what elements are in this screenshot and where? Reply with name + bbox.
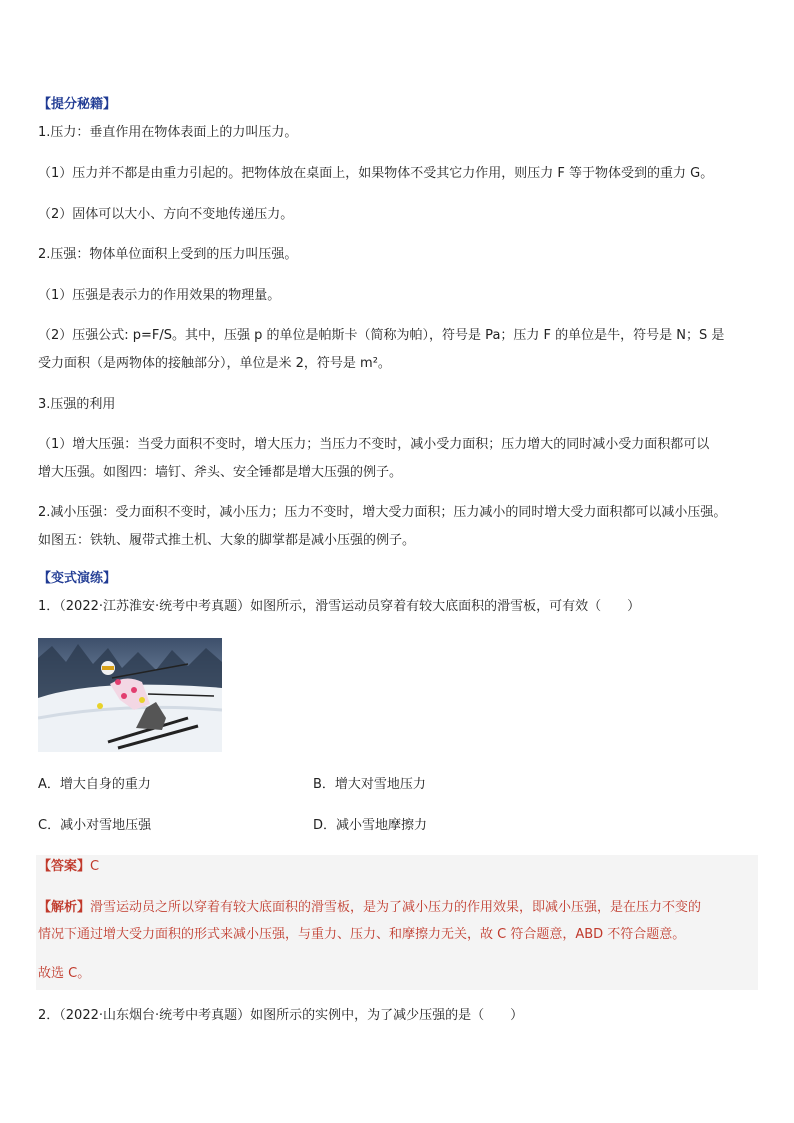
increase-pressure-line-2: 增大压强。如图四：墙钉、斧头、安全锤都是增大压强的例子。 — [38, 465, 403, 480]
analysis-line-2: 情况下通过增大受力面积的形式来减小压强，与重力、压力、和摩擦力无关，故 C 符合题意，ABD 不符合题意。 — [38, 927, 686, 942]
conclusion: 故选 C。 — [38, 966, 91, 981]
answer-line — [38, 858, 99, 876]
option-d: D．减小雪地摩擦力 — [313, 818, 428, 833]
option-c: C．减小对雪地压强 — [38, 818, 152, 833]
question-2: 2．（2022·山东烟台·统考中考真题）如图所示的实例中，为了减少压强的是（ ） — [38, 1008, 524, 1023]
increase-pressure-line-1: （1）增大压强：当受力面积不变时，增大压力；当压力不变时，减小受力面积；压力增大的同时减小受力面积都可以 — [38, 437, 710, 452]
formula-line-2: 受力面积（是两物体的接触部分），单位是米 2，符号是 m²。 — [38, 356, 391, 371]
pressure-definition: 1.压力：垂直作用在物体表面上的力叫压力。 — [38, 125, 298, 140]
decrease-pressure-line-1: 2.减小压强：受力面积不变时，减小压力；压力不变时，增大受力面积；压力减小的同时增大受力面积都可以减小压强。 — [38, 505, 727, 520]
analysis-line-1 — [38, 899, 701, 917]
skier-photo — [38, 638, 222, 752]
option-a: A．增大自身的重力 — [38, 777, 151, 792]
analysis-text-1: 滑雪运动员之所以穿着有较大底面积的滑雪板，是为了减小压力的作用效果，即减小压强，是在压力不变的 — [90, 900, 702, 915]
tips-header: 【提分秘籍】 — [38, 97, 117, 112]
pressure-intensity-note-1: （1）压强是表示力的作用效果的物理量。 — [38, 288, 281, 303]
answer-box — [36, 855, 758, 990]
option-b: B．增大对雪地压力 — [313, 777, 426, 792]
answer-value: C — [90, 859, 100, 874]
pressure-intensity-definition: 2.压强：物体单位面积上受到的压力叫压强。 — [38, 247, 298, 262]
answer-label: 【答案】 — [38, 859, 91, 874]
pressure-note-2: （2）固体可以大小、方向不变地传递压力。 — [38, 207, 294, 222]
pressure-usage-heading: 3.压强的利用 — [38, 397, 116, 412]
analysis-label: 【解析】 — [38, 900, 91, 915]
decrease-pressure-line-2: 如图五：铁轨、履带式推土机、大象的脚掌都是减小压强的例子。 — [38, 533, 416, 548]
pressure-note-1: （1）压力并不都是由重力引起的。把物体放在桌面上，如果物体不受其它力作用，则压力 F 等于物体受到的重力 G。 — [38, 166, 714, 181]
formula-line-1: （2）压强公式: p=F/S。其中，压强 p 的单位是帕斯卡（简称为帕），符号是 Pa；压力 F 的单位是牛，符号是 N；S 是 — [38, 328, 725, 343]
practice-header: 【变式演练】 — [38, 571, 117, 586]
question-1: 1．（2022·江苏淮安·统考中考真题）如图所示，滑雪运动员穿着有较大底面积的滑雪板，可有效（ ） — [38, 599, 641, 614]
